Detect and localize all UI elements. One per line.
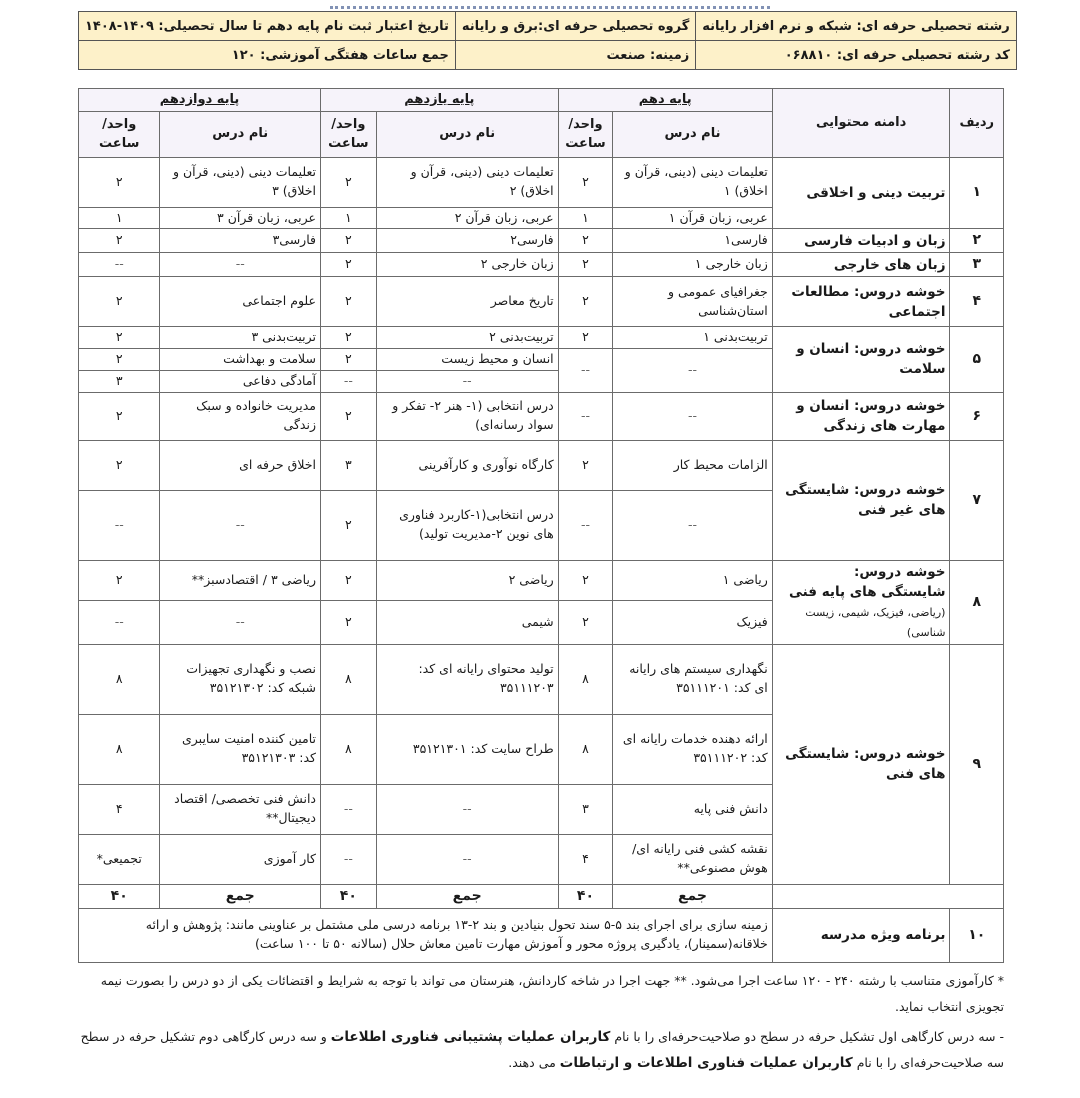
course-cell: عربی، زبان قرآن ۱ bbox=[613, 207, 773, 229]
units-cell: ۲ bbox=[79, 440, 160, 490]
header-units: واحد/ ساعت bbox=[558, 111, 613, 157]
validity-date: تاریخ اعتبار ثبت نام پایه دهم تا سال تحصیلی: ۱۴۰۹-۱۴۰۸ bbox=[79, 12, 456, 41]
course-cell: فارسی۳ bbox=[160, 229, 321, 253]
sum-label: جمع bbox=[376, 884, 558, 908]
course-cell: -- bbox=[613, 392, 773, 440]
course-cell: -- bbox=[613, 490, 773, 560]
course-cell: نگهداری سیستم های رایانه ای کد: ۳۵۱۱۱۲۰۱ bbox=[613, 644, 773, 714]
course-cell: درس انتخابی(۱-کاربرد فناوری های نوین ۲-مدیریت تولید) bbox=[376, 490, 558, 560]
units-cell: ۲ bbox=[321, 157, 377, 207]
units-cell: ۲ bbox=[558, 253, 613, 277]
table-row bbox=[79, 229, 1004, 253]
domain-cell: خوشه دروس: شایستگی های غیر فنی bbox=[772, 440, 950, 560]
units-cell: -- bbox=[79, 600, 160, 644]
course-cell: تعلیمات دینی (دینی، قرآن و اخلاق) ۲ bbox=[376, 157, 558, 207]
units-cell: ۲ bbox=[79, 349, 160, 371]
area: زمینه: صنعت bbox=[455, 41, 695, 70]
units-cell: ۲ bbox=[79, 560, 160, 600]
row-number: ۳ bbox=[950, 253, 1004, 277]
row-number: ۸ bbox=[950, 560, 1004, 644]
units-cell: ۲ bbox=[79, 229, 160, 253]
header-grade11 bbox=[321, 89, 559, 112]
course-cell: تربیت‌بدنی ۱ bbox=[613, 327, 773, 349]
domain-cell: تربیت دینی و اخلاقی bbox=[772, 157, 950, 229]
domain-cell: خوشه دروس: انسان و سلامت bbox=[772, 327, 950, 392]
course-cell: -- bbox=[160, 253, 321, 277]
study-group: گروه تحصیلی حرفه ای:برق و رایانه bbox=[455, 12, 695, 41]
units-cell: ۲ bbox=[558, 157, 613, 207]
course-cell: تعلیمات دینی (دینی، قرآن و اخلاق) ۱ bbox=[613, 157, 773, 207]
units-cell: ۲ bbox=[558, 277, 613, 327]
course-cell: الزامات محیط کار bbox=[613, 440, 773, 490]
header-domain: دامنه محتوایی bbox=[772, 89, 950, 158]
grade10-label: پایه دهم bbox=[638, 92, 692, 107]
course-cell: مدیریت خانواده و سبک زندگی bbox=[160, 392, 321, 440]
units-cell: ۸ bbox=[321, 714, 377, 784]
units-cell: ۲ bbox=[558, 327, 613, 349]
units-cell: ۳ bbox=[79, 370, 160, 392]
course-cell: -- bbox=[376, 370, 558, 392]
course-cell: تولید محتوای رایانه ای کد: ۳۵۱۱۱۲۰۳ bbox=[376, 644, 558, 714]
domain-cell: زبان های خارجی bbox=[772, 253, 950, 277]
course-cell: عربی، زبان قرآن ۲ bbox=[376, 207, 558, 229]
curriculum-table bbox=[78, 88, 1004, 963]
units-cell: ۸ bbox=[79, 644, 160, 714]
units-cell: -- bbox=[321, 834, 377, 884]
units-cell: ۱ bbox=[321, 207, 377, 229]
footnote-text: می دهند. bbox=[508, 1055, 560, 1070]
course-cell: جغرافیای عمومی و استان‌شناسی bbox=[613, 277, 773, 327]
course-cell: طراح سایت کد: ۳۵۱۲۱۳۰۱ bbox=[376, 714, 558, 784]
units-cell: ۲ bbox=[79, 327, 160, 349]
table-row bbox=[79, 560, 1004, 600]
units-cell: ۲ bbox=[321, 349, 377, 371]
footnotes bbox=[78, 968, 1004, 1076]
units-cell: -- bbox=[558, 392, 613, 440]
course-cell: نصب و نگهداری تجهیزات شبکه کد: ۳۵۱۲۱۳۰۲ bbox=[160, 644, 321, 714]
course-cell: شیمی bbox=[376, 600, 558, 644]
units-cell: ۲ bbox=[321, 229, 377, 253]
course-cell: تامین کننده امنیت سایبری کد: ۳۵۱۲۱۳۰۳ bbox=[160, 714, 321, 784]
units-cell: ۱ bbox=[558, 207, 613, 229]
domain-cell: خوشه دروس: شایستگی های فنی bbox=[772, 644, 950, 884]
table-row bbox=[79, 908, 1004, 962]
header-grade12 bbox=[79, 89, 321, 112]
sum-label: جمع bbox=[613, 884, 773, 908]
header-units: واحد/ ساعت bbox=[79, 111, 160, 157]
course-cell: فیزیک bbox=[613, 600, 773, 644]
footnote-bold: کاربران عملیات فناوری اطلاعات و ارتباطات bbox=[559, 1055, 853, 1071]
sum-grade10: ۴۰ bbox=[558, 884, 613, 908]
program-info-table bbox=[78, 11, 1017, 70]
course-cell: ریاضی ۱ bbox=[613, 560, 773, 600]
units-cell: ۸ bbox=[558, 644, 613, 714]
units-cell: ۸ bbox=[558, 714, 613, 784]
table-row bbox=[79, 157, 1004, 207]
table-row bbox=[79, 440, 1004, 490]
course-cell: کار آموزی bbox=[160, 834, 321, 884]
units-cell: ۲ bbox=[321, 600, 377, 644]
course-cell: زبان خارجی ۲ bbox=[376, 253, 558, 277]
units-cell: ۱ bbox=[79, 207, 160, 229]
header-grade10 bbox=[558, 89, 772, 112]
header-row bbox=[79, 89, 1004, 112]
row-number: ۵ bbox=[950, 327, 1004, 392]
course-cell: دانش فنی پایه bbox=[613, 784, 773, 834]
course-cell: زبان خارجی ۱ bbox=[613, 253, 773, 277]
course-cell: دانش فنی تخصصی/ اقتصاد دیجیتال** bbox=[160, 784, 321, 834]
row-number: ۴ bbox=[950, 277, 1004, 327]
course-cell: -- bbox=[160, 490, 321, 560]
header-units: واحد/ ساعت bbox=[321, 111, 377, 157]
footnote-2 bbox=[78, 1024, 1004, 1076]
units-cell: ۴ bbox=[558, 834, 613, 884]
units-cell: ۲ bbox=[321, 253, 377, 277]
header-row-number: ردیف bbox=[950, 89, 1004, 158]
row-number: ۱ bbox=[950, 157, 1004, 229]
course-cell: -- bbox=[160, 600, 321, 644]
school-program-text: زمینه سازی برای اجرای بند ۵-۵ سند تحول بنیادین و بند ۲-۱۳ برنامه درسی ملی مشتمل بر عناوینی مانند: پژوهش و ارائه خلاقانه(سمینار)، یادگیری پروژه محور و آموزش مهارت تامین معاش حلال (سالانه ۵۰ تا ۱۰۰ ساعت) bbox=[79, 908, 773, 962]
course-cell: انسان و محیط زیست bbox=[376, 349, 558, 371]
course-cell: -- bbox=[376, 784, 558, 834]
row-number: ۶ bbox=[950, 392, 1004, 440]
row-number: ۹ bbox=[950, 644, 1004, 884]
units-cell: ۲ bbox=[79, 277, 160, 327]
units-cell: -- bbox=[558, 490, 613, 560]
units-cell: ۴ bbox=[79, 784, 160, 834]
footnote-text: - سه درس کارگاهی اول تشکیل حرفه در سطح دو صلاحیت‌حرفه‌ای را با نام bbox=[610, 1029, 1004, 1044]
grade12-label: پایه دوازدهم bbox=[159, 92, 240, 107]
domain-cell: خوشه دروس: انسان و مهارت های زندگی bbox=[772, 392, 950, 440]
course-cell: فارسی۲ bbox=[376, 229, 558, 253]
course-cell: ریاضی ۳ / اقتصادسبز** bbox=[160, 560, 321, 600]
domain-cell bbox=[772, 560, 950, 644]
field-code: کد رشته تحصیلی حرفه ای: ۰۶۸۸۱۰ bbox=[696, 41, 1017, 70]
units-cell: ۸ bbox=[79, 714, 160, 784]
footnote-1: * کارآموزی متناسب با رشته ۲۴۰ - ۱۲۰ ساعت اجرا می‌شود. ** جهت اجرا در شاخه کاردانش، هنرستان می تواند با توجه به شرایط و اقتضائات یکی از دو درس را بصورت نیمه تجویزی انتخاب نماید. bbox=[100, 973, 1004, 1014]
units-cell: ۳ bbox=[558, 784, 613, 834]
footnote-bold: کاربران عملیات پشتیبانی فناوری اطلاعات bbox=[330, 1029, 611, 1045]
sum-grade12: ۴۰ bbox=[79, 884, 160, 908]
units-cell: ۸ bbox=[321, 644, 377, 714]
footnote-text: و سه درس کارگاهی دوم تشکیل حرفه در سطح سه صلاحیت‌حرفه‌ای را با نام bbox=[80, 1029, 1004, 1070]
header-course: نام درس bbox=[376, 111, 558, 157]
course-cell: علوم اجتماعی bbox=[160, 277, 321, 327]
course-cell: اخلاق حرفه ای bbox=[160, 440, 321, 490]
course-cell: تربیت‌بدنی ۲ bbox=[376, 327, 558, 349]
units-cell: -- bbox=[79, 253, 160, 277]
cropped-title-remnant bbox=[330, 0, 770, 9]
units-cell: ۲ bbox=[321, 327, 377, 349]
table-row bbox=[79, 644, 1004, 714]
units-cell: ۲ bbox=[558, 440, 613, 490]
course-cell: ارائه دهنده خدمات رایانه ای کد: ۳۵۱۱۱۲۰۲ bbox=[613, 714, 773, 784]
units-cell: ۲ bbox=[321, 392, 377, 440]
units-cell: ۲ bbox=[79, 157, 160, 207]
sum-empty bbox=[772, 884, 1003, 908]
domain-cell: زبان و ادبیات فارسی bbox=[772, 229, 950, 253]
domain-cell: برنامه ویژه مدرسه bbox=[772, 908, 950, 962]
course-cell: تربیت‌بدنی ۳ bbox=[160, 327, 321, 349]
units-cell: ۲ bbox=[321, 277, 377, 327]
units-cell: -- bbox=[558, 349, 613, 393]
header-course: نام درس bbox=[613, 111, 773, 157]
table-row bbox=[79, 392, 1004, 440]
domain-note: (ریاضی، فیزیک، شیمی، زیست شناسی) bbox=[805, 606, 946, 640]
units-cell: -- bbox=[321, 784, 377, 834]
grade11-label: پایه یازدهم bbox=[404, 92, 475, 107]
course-cell: نقشه کشی فنی رایانه ای/ هوش مصنوعی** bbox=[613, 834, 773, 884]
domain-cell: خوشه دروس: مطالعات اجتماعی bbox=[772, 277, 950, 327]
sum-label: جمع bbox=[160, 884, 321, 908]
course-cell: درس انتخابی (۱- هنر ۲- تفکر و سواد رسانه‌ای) bbox=[376, 392, 558, 440]
units-cell: ۲ bbox=[321, 560, 377, 600]
course-cell: سلامت و بهداشت bbox=[160, 349, 321, 371]
domain-title: خوشه دروس: bbox=[854, 563, 946, 580]
units-cell: ۲ bbox=[79, 392, 160, 440]
course-cell: تاریخ معاصر bbox=[376, 277, 558, 327]
course-cell: ریاضی ۲ bbox=[376, 560, 558, 600]
course-cell: تعلیمات دینی (دینی، قرآن و اخلاق) ۳ bbox=[160, 157, 321, 207]
sum-row bbox=[79, 884, 1004, 908]
row-number: ۲ bbox=[950, 229, 1004, 253]
table-row bbox=[79, 277, 1004, 327]
units-cell: تجمیعی* bbox=[79, 834, 160, 884]
table-row bbox=[79, 253, 1004, 277]
weekly-hours: جمع ساعات هفتگی آموزشی: ۱۲۰ bbox=[79, 41, 456, 70]
units-cell: -- bbox=[79, 490, 160, 560]
course-cell: کارگاه نوآوری و کارآفرینی bbox=[376, 440, 558, 490]
course-cell: آمادگی دفاعی bbox=[160, 370, 321, 392]
course-cell: عربی، زبان قرآن ۳ bbox=[160, 207, 321, 229]
course-cell: -- bbox=[613, 349, 773, 393]
units-cell: ۲ bbox=[321, 490, 377, 560]
units-cell: ۲ bbox=[558, 600, 613, 644]
course-cell: فارسی۱ bbox=[613, 229, 773, 253]
domain-subtitle: شایستگی های پایه فنی bbox=[789, 583, 946, 600]
row-number: ۷ bbox=[950, 440, 1004, 560]
units-cell: ۳ bbox=[321, 440, 377, 490]
units-cell: ۲ bbox=[558, 560, 613, 600]
row-number: ۱۰ bbox=[950, 908, 1004, 962]
field-of-study: رشته تحصیلی حرفه ای: شبکه و نرم افزار رایانه bbox=[696, 12, 1017, 41]
units-cell: -- bbox=[321, 370, 377, 392]
table-row bbox=[79, 327, 1004, 349]
course-cell: -- bbox=[376, 834, 558, 884]
header-course: نام درس bbox=[160, 111, 321, 157]
units-cell: ۲ bbox=[558, 229, 613, 253]
sum-grade11: ۴۰ bbox=[321, 884, 377, 908]
